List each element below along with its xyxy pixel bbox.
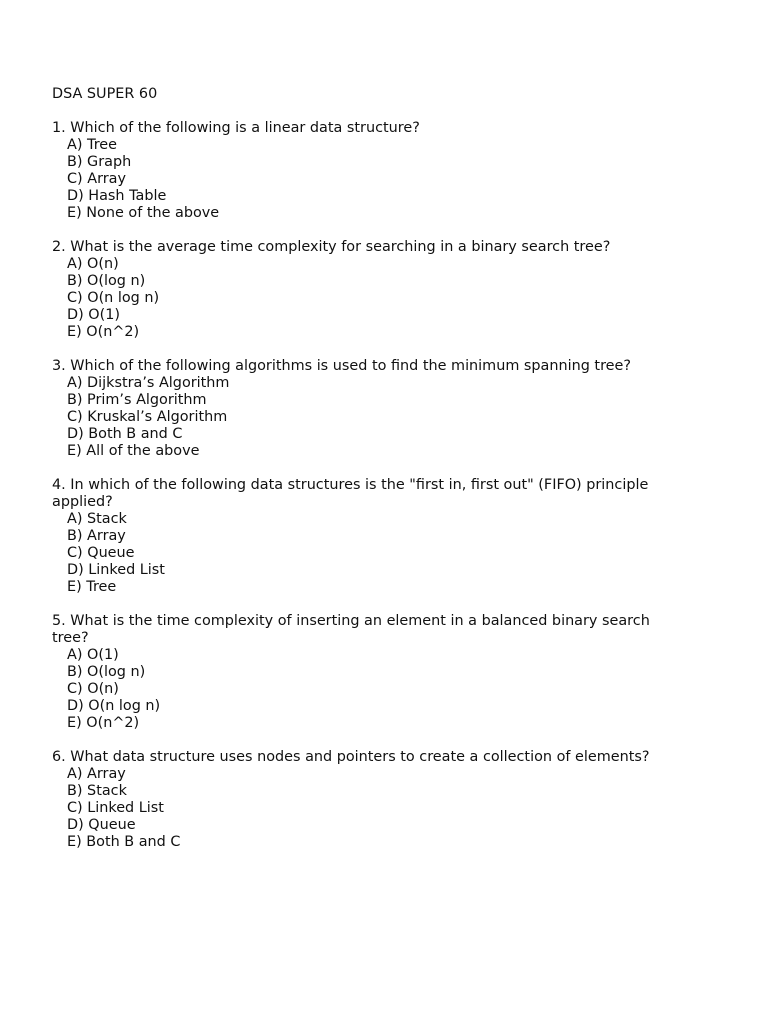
option-b: B) Graph (67, 154, 132, 170)
answer-options (52, 511, 652, 596)
answer-options (52, 137, 652, 222)
question-text: 4. In which of the following data structures is the "first in, first out" (FIFO) principle applied? (52, 477, 649, 510)
question-3 (52, 358, 652, 460)
question-1 (52, 120, 652, 222)
option-c: C) Queue (67, 545, 135, 561)
option-e: E) All of the above (67, 443, 200, 459)
option-b: B) Array (67, 528, 126, 544)
option-d: D) O(n log n) (67, 698, 161, 714)
question-4 (52, 477, 652, 596)
option-a: A) O(1) (67, 647, 119, 663)
option-d: D) O(1) (67, 307, 120, 323)
question-text: 5. What is the time complexity of inserting an element in a balanced binary search tree? (52, 613, 650, 646)
option-c: C) Array (67, 171, 126, 187)
option-c: C) Linked List (67, 800, 164, 816)
option-c: C) O(n log n) (67, 290, 160, 306)
document-page (52, 86, 652, 868)
option-d: D) Linked List (67, 562, 165, 578)
option-c: C) O(n) (67, 681, 119, 697)
option-e: E) Both B and C (67, 834, 181, 850)
option-e: E) Tree (67, 579, 117, 595)
question-6 (52, 749, 652, 851)
option-e: E) None of the above (67, 205, 220, 221)
option-d: D) Hash Table (67, 188, 167, 204)
option-b: B) Prim’s Algorithm (67, 392, 207, 408)
question-5 (52, 613, 652, 732)
option-b: B) O(log n) (67, 664, 146, 680)
option-d: D) Both B and C (67, 426, 183, 442)
option-b: B) Stack (67, 783, 127, 799)
option-d: D) Queue (67, 817, 136, 833)
answer-options (52, 256, 652, 341)
option-a: A) Array (67, 766, 126, 782)
option-e: E) O(n^2) (67, 324, 140, 340)
option-a: A) Stack (67, 511, 127, 527)
option-a: A) Tree (67, 137, 118, 153)
question-text: 3. Which of the following algorithms is used to find the minimum spanning tree? (52, 358, 632, 374)
answer-options (52, 647, 652, 732)
question-2 (52, 239, 652, 341)
document-title: DSA SUPER 60 (52, 86, 158, 102)
option-e: E) O(n^2) (67, 715, 140, 731)
option-b: B) O(log n) (67, 273, 146, 289)
question-text: 2. What is the average time complexity for searching in a binary search tree? (52, 239, 611, 255)
option-c: C) Kruskal’s Algorithm (67, 409, 228, 425)
answer-options (52, 375, 652, 460)
answer-options (52, 766, 652, 851)
question-text: 6. What data structure uses nodes and pointers to create a collection of elements? (52, 749, 650, 765)
option-a: A) O(n) (67, 256, 119, 272)
option-a: A) Dijkstra’s Algorithm (67, 375, 230, 391)
question-text: 1. Which of the following is a linear data structure? (52, 120, 420, 136)
